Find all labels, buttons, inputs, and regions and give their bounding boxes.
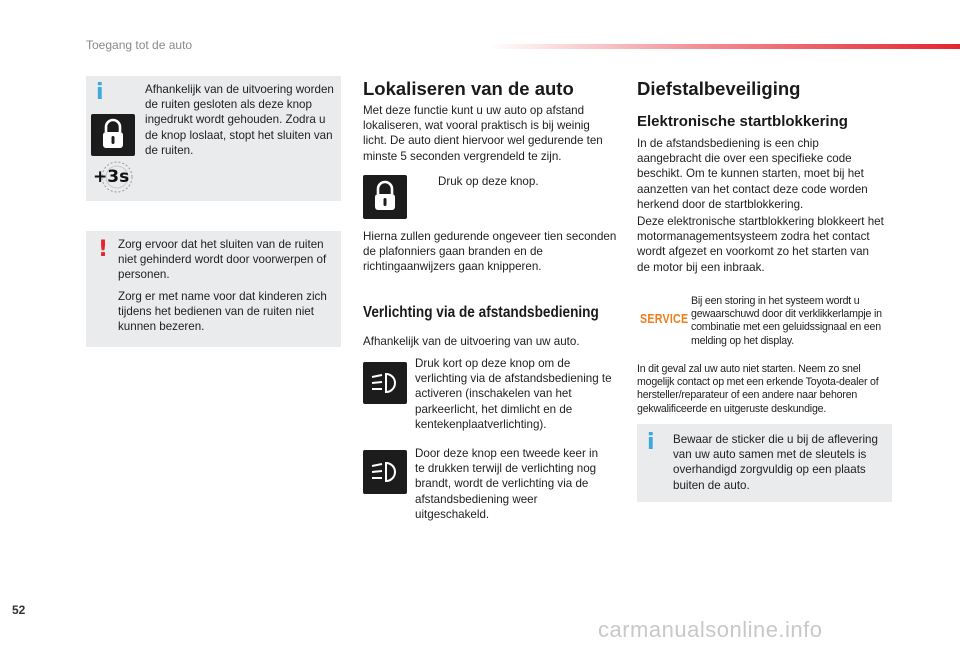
theft-protection-title: Diefstalbeveiliging [637, 78, 801, 99]
warning-icon: ! [98, 237, 109, 262]
locate-result: Hierna zullen gedurende ongeveer tien seconden de plafonniers gaan branden en de richtingaanwijzers gaan knipperen. [363, 230, 617, 274]
lighting-off-text: Door deze knop een tweede keer in te drukken terwijl de verlichting nog brandt, wordt de verlichting via de afstandsbediening weer uitgeschakeld. [415, 447, 599, 521]
hold-timer-icon [90, 160, 138, 194]
header-accent-bar [490, 44, 960, 49]
hold-timer-label: +3s [93, 167, 130, 187]
immobilizer-subtitle: Elektronische startblokkering [637, 113, 848, 130]
watermark: carmanualsonline.info [598, 617, 823, 642]
info-box-windows [86, 76, 341, 201]
page-number: 52 [12, 603, 26, 617]
warning-text-2: Zorg er met name voor dat kinderen zich tijdens het bedienen van de ruiten niet kunnen bezeren. [118, 290, 327, 334]
immobilizer-paragraph-2: Deze elektronische startblokkering blokkeert het motormanagementsysteem zodra het contact wordt afgezet en voorkomt zo het starten van de motor bij een inbraak. [637, 215, 884, 274]
info-icon: i [96, 80, 104, 105]
warning-text-1: Zorg ervoor dat het sluiten van de ruiten niet gehinderd wordt door voorwerpen of personen. [118, 238, 327, 282]
service-text: Bij een storing in het systeem wordt u gewaarschuwd door dit verklikkerlampje in combinatie met een geluidssignaal en een melding op het display. [691, 295, 882, 347]
lighting-intro: Afhankelijk van de uitvoering van uw auto. [363, 335, 580, 348]
info-box-windows-text: Afhankelijk van de uitvoering worden de ruiten gesloten als deze knop ingedrukt wordt gehouden. Zodra u de knop loslaat, stopt het sluiten van de ruiten. [145, 83, 334, 157]
lighting-title: Verlichting via de afstandsbediening [363, 304, 599, 321]
warning-box-windows [86, 231, 341, 347]
service-followup: In dit geval zal uw auto niet starten. Neem zo snel mogelijk contact op met een erkende Toyota-dealer of hersteller/reparateur of een andere naar behoren gekwalificeerde en uitgeruste deskundige. [637, 363, 879, 415]
section-title: Toegang tot de auto [86, 38, 193, 52]
lighting-button-icon-off [363, 450, 407, 494]
info-box-key-sticker-text: Bewaar de sticker die u bij de aflevering van uw auto samen met de sleutels is overhandigd zorgvuldig op een plaats buiten de auto. [673, 433, 878, 492]
lock-button-icon-locate [363, 175, 407, 219]
immobilizer-paragraph-1: In de afstandsbediening is een chip aangebracht die over een specifieke code beschikt. Om te kunnen starten, moet bij het aanzetten van het contact deze code worden herkend door de startblokkering. [637, 137, 868, 211]
info-icon: i [647, 430, 655, 455]
lighting-on-text: Druk kort op deze knop om de verlichting via de afstandsbediening te activeren (inschakelen van het parkeerlicht, het dimlicht en de kentekenplaatverlichting). [415, 357, 612, 431]
service-warning-lamp-icon: SERVICE [640, 311, 689, 326]
lock-button-icon [91, 114, 135, 156]
locate-title: Lokaliseren van de auto [363, 78, 574, 99]
info-box-key-sticker [637, 424, 892, 502]
lighting-button-icon-on [363, 362, 407, 404]
locate-step: Druk op deze knop. [438, 175, 539, 188]
locate-intro: Met deze functie kunt u uw auto op afstand lokaliseren, wat vooral praktisch is bij weinig licht. De auto dient hiervoor wel gedurende ten minste 5 seconden vergrendeld te zijn. [363, 104, 603, 163]
